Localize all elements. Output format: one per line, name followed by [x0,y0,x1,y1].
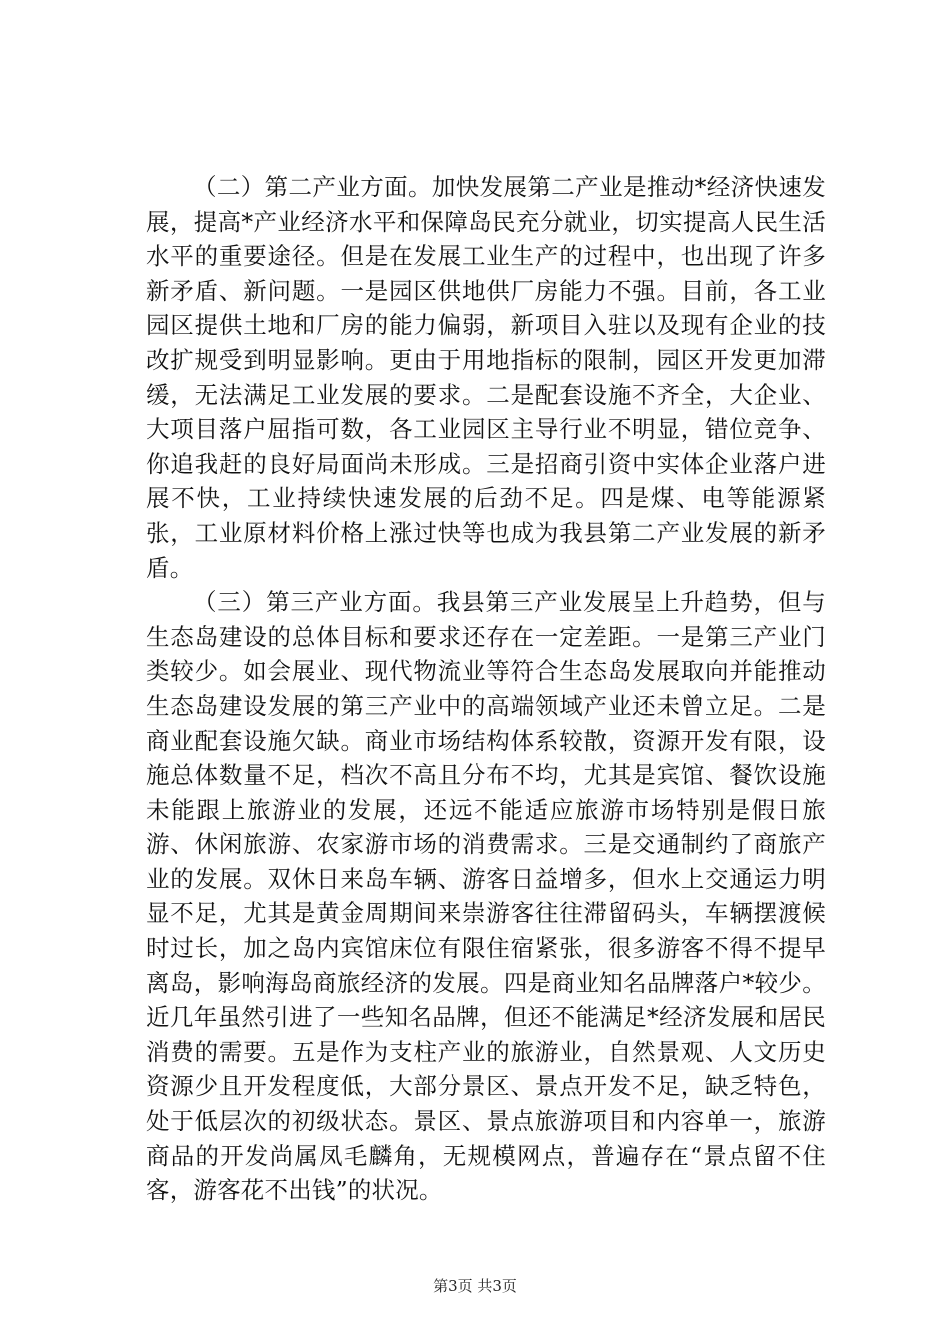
page-footer [0,1276,950,1296]
paragraph-tertiary-industry: （三）第三产业方面。我县第三产业发展呈上升趋势，但与生态岛建设的总体目标和要求还存在一定差距。一是第三产业门类较少。如会展业、现代物流业等符合生态岛发展取向并能推动生态岛建设发展的第三产业中的高端领域产业还未曾立足。二是商业配套设施欠缺。商业市场结构体系较散，资源开发有限，设施总体数量不足，档次不高且分布不均，尤其是宾馆、餐饮设施未能跟上旅游业的发展，还远不能适应旅游市场特别是假日旅游、休闲旅游、农家游市场的消费需求。三是交通制约了商旅产业的发展。双休日来岛车辆、游客日益增多，但水上交通运力明显不足，尤其是黄金周期间来崇游客往往滞留码头，车辆摆渡候时过长，加之岛内宾馆床位有限住宿紧张，很多游客不得不提早离岛，影响海岛商旅经济的发展。四是商业知名品牌落户*较少。近几年虽然引进了一些知名品牌，但还不能满足*经济发展和居民消费的需要。五是作为支柱产业的旅游业，自然景观、人文历史资源少且开发程度低，大部分景区、景点开发不足，缺乏特色，处于低层次的初级状态。景区、景点旅游项目和内容单一，旅游商品的开发尚属凤毛麟角，无规模网点，普遍存在“景点留不住客，游客花不出钱”的状况。 [146,588,826,1205]
paragraph-secondary-industry: （二）第二产业方面。加快发展第二产业是推动*经济快速发展，提高*产业经济水平和保障岛民充分就业，切实提高人民生活水平的重要途径。但是在发展工业生产的过程中，也出现了许多新矛盾、新问题。一是园区供地供厂房能力不强。目前，各工业园区提供土地和厂房的能力偏弱，新项目入驻以及现有企业的技改扩规受到明显影响。更由于用地指标的限制，园区开发更加滞缓，无法满足工业发展的要求。二是配套设施不齐全，大企业、大项目落户屈指可数，各工业园区主导行业不明显，错位竞争、你追我赶的良好局面尚未形成。三是招商引资中实体企业落户进展不快，工业持续快速发展的后劲不足。四是煤、电等能源紧张，工业原材料价格上涨过快等也成为我县第二产业发展的新矛盾。 [146,173,826,582]
page-number-label: 第3页 共3页 [433,1277,517,1295]
document-body [146,170,826,1208]
